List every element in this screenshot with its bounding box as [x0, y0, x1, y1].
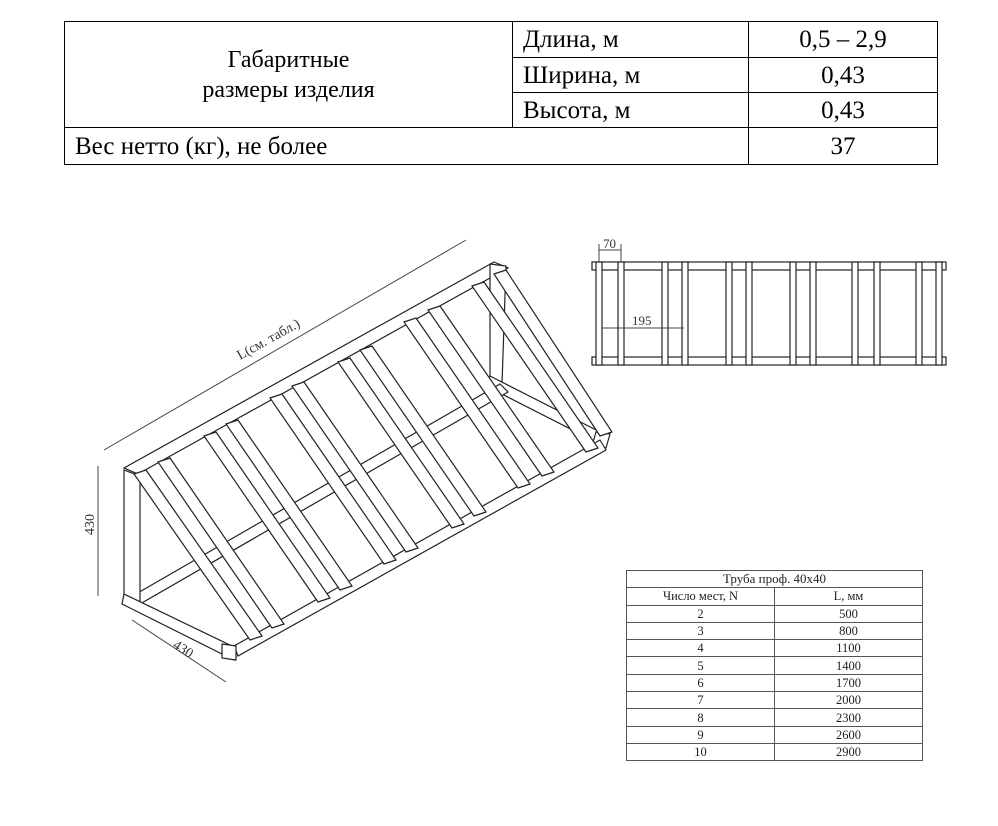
length-cell: 1100 [775, 640, 923, 657]
top-view-dim-195: 195 [632, 313, 652, 328]
length-table-caption: Труба проф. 40x40 [627, 571, 923, 588]
column-header-places: Число мест, N [627, 588, 775, 605]
dimensions-label-line1: Габаритные [227, 46, 350, 73]
table-row [627, 657, 923, 674]
places-cell: 2 [627, 605, 775, 622]
table-row [627, 726, 923, 743]
table-row [627, 622, 923, 639]
places-cell: 10 [627, 743, 775, 760]
length-cell: 1700 [775, 674, 923, 691]
width-value: 0,43 [749, 58, 938, 93]
length-cell: 1400 [775, 657, 923, 674]
table-row [627, 674, 923, 691]
length-cell: 2600 [775, 726, 923, 743]
places-cell: 5 [627, 657, 775, 674]
table-row [627, 605, 923, 622]
length-cell: 2300 [775, 709, 923, 726]
weight-value: 37 [749, 128, 938, 165]
places-cell: 9 [627, 726, 775, 743]
isometric-rack-drawing [122, 262, 612, 660]
places-cell: 6 [627, 674, 775, 691]
places-cell: 7 [627, 692, 775, 709]
length-value: 0,5 – 2,9 [749, 22, 938, 58]
table-row [627, 743, 923, 760]
iso-width-dimension: 430 [169, 637, 196, 662]
table-row [627, 640, 923, 657]
length-cell: 2000 [775, 692, 923, 709]
places-cell: 3 [627, 622, 775, 639]
length-label: Длина, м [513, 22, 749, 58]
dimensions-label-line2: размеры изделия [202, 76, 375, 103]
length-cell: 800 [775, 622, 923, 639]
length-table [626, 570, 923, 761]
width-label: Ширина, м [513, 58, 749, 93]
places-cell: 4 [627, 640, 775, 657]
height-label: Высота, м [513, 93, 749, 128]
top-view-dim-70: 70 [603, 236, 616, 251]
table-row [627, 692, 923, 709]
iso-length-dimension: L(см. табл.) [234, 316, 303, 364]
height-value: 0,43 [749, 93, 938, 128]
length-cell: 2900 [775, 743, 923, 760]
table-row [627, 709, 923, 726]
weight-label: Вес нетто (кг), не более [65, 128, 749, 165]
iso-height-dimension: 430 [83, 514, 98, 535]
column-header-length: L, мм [775, 588, 923, 605]
places-cell: 8 [627, 709, 775, 726]
length-cell: 500 [775, 605, 923, 622]
